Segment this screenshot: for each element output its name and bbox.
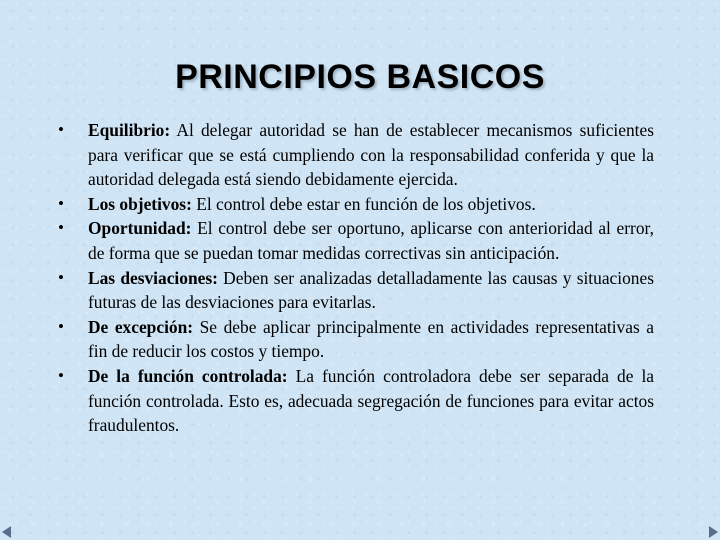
bullet-icon: • — [58, 193, 64, 213]
bullet-icon: • — [58, 267, 64, 287]
slide-title: PRINCIPIOS BASICOS — [175, 58, 545, 96]
bullet-text: Al delegar autoridad se han de establecer mecanismos suficientes para verificar que se está cumpliendo con la responsabilidad conferida y que la autoridad delegada está siendo debidamente ejercida. — [88, 120, 654, 190]
bullet-term: Equilibrio: — [88, 120, 171, 140]
next-slide-arrow-icon[interactable] — [709, 526, 718, 538]
bullet-icon: • — [58, 218, 64, 238]
bullet-item-funcion-controlada — [56, 364, 654, 438]
bullet-term: Oportunidad: — [88, 218, 192, 239]
previous-slide-arrow-icon[interactable] — [2, 526, 11, 538]
bullet-icon: • — [58, 316, 64, 336]
bullet-icon: • — [58, 120, 64, 139]
bullet-text: Se debe aplicar principalmente en actividades representativas a fin de reducir los costos y tiempo. — [88, 316, 655, 362]
bullet-item-equilibrio — [56, 118, 654, 192]
bullet-text: Deben ser analizadas detalladamente las causas y situaciones futuras de las desviaciones para evitarlas. — [88, 267, 654, 313]
bullet-text: El control debe ser oportuno, aplicarse con anterioridad al error, de forma que se puedan tomar medidas correctivas sin anticipación. — [88, 218, 654, 263]
bullet-item-oportunidad — [56, 216, 654, 265]
bullet-term: Las desviaciones: — [88, 267, 218, 288]
bullet-list — [56, 118, 654, 438]
bullet-item-objetivos — [56, 192, 654, 217]
bullet-text: El control debe estar en función de los objetivos. — [191, 193, 536, 214]
bullet-term: De la función controlada: — [88, 365, 288, 386]
bullet-item-desviaciones — [56, 266, 654, 315]
bullet-term: De excepción: — [88, 316, 194, 337]
bullet-term: Los objetivos: — [88, 193, 192, 214]
bullet-text: La función controladora debe ser separada de la función controlada. Esto es, adecuada segregación de funciones para evitar actos fraudulentos. — [88, 365, 654, 436]
bullet-item-excepcion — [56, 315, 654, 364]
bullet-icon: • — [58, 365, 64, 385]
